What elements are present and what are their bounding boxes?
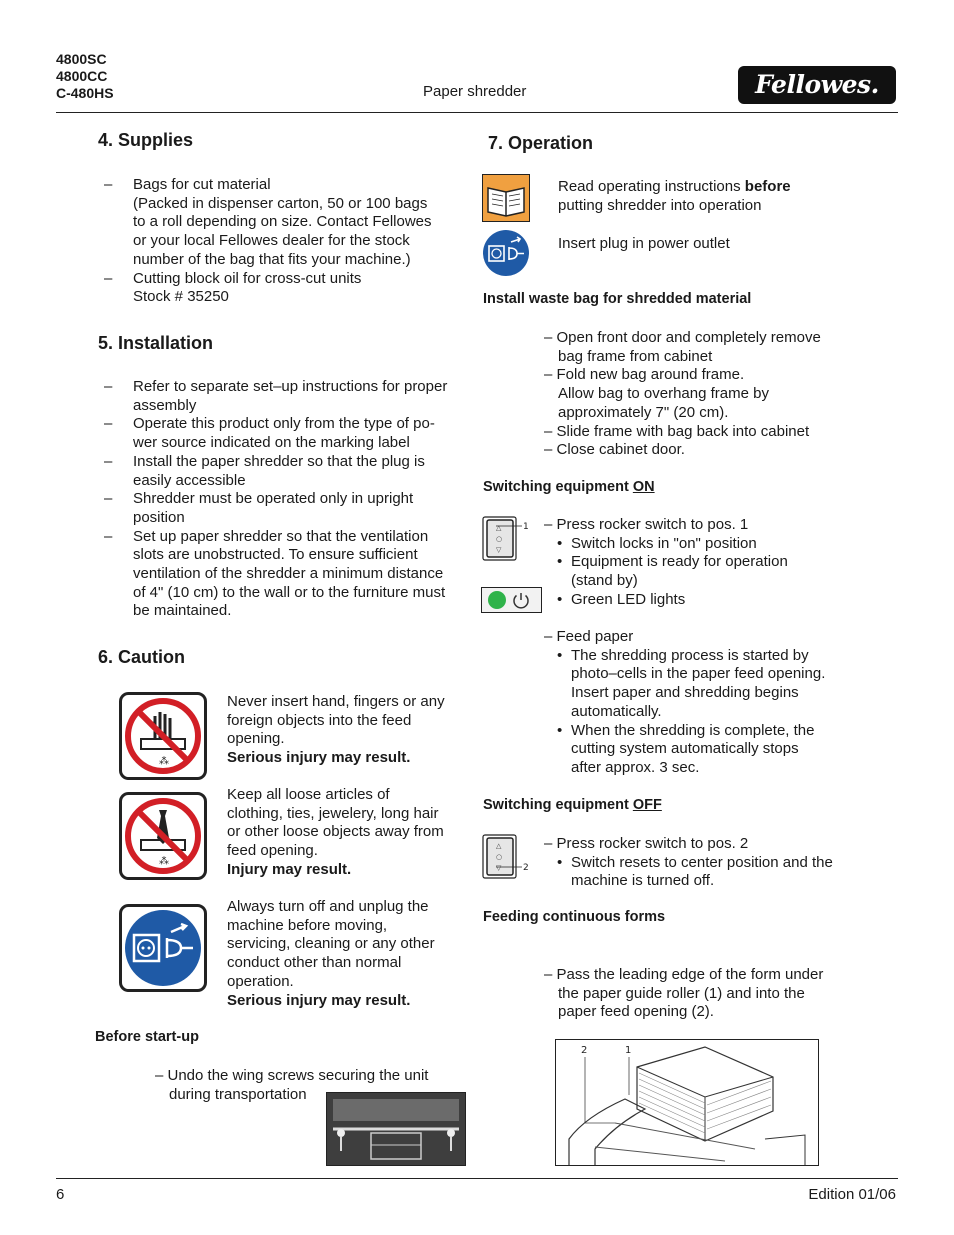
- text-line: – Feed paper: [544, 628, 634, 645]
- installation-list: [98, 378, 468, 621]
- text-line: or other loose objects away from: [227, 823, 444, 841]
- list-line: to a roll depending on size. Contact Fellowes: [133, 213, 432, 231]
- operation-heading: 7. Operation: [488, 133, 594, 153]
- text-line: machine before moving,: [227, 916, 388, 934]
- bullet-item: [544, 553, 884, 590]
- text-line: putting shredder into operation: [558, 196, 762, 214]
- dash: –: [104, 452, 113, 470]
- document-title: Paper shredder: [423, 83, 527, 100]
- svg-text:▽: ▽: [496, 864, 502, 872]
- text-line: Never insert hand, fingers or any: [227, 693, 445, 710]
- heading-text: Switching equipment: [483, 479, 633, 495]
- text-line: – Press rocker switch to pos. 1: [544, 516, 749, 533]
- switch-label-2: 2: [523, 863, 529, 873]
- list-line: ventilation of the shredder a minimum distance: [133, 565, 444, 583]
- read-instructions-text: [558, 178, 858, 215]
- text-line: paper feed opening (2).: [558, 1003, 714, 1021]
- list-line: Bags for cut material: [133, 176, 271, 193]
- switch-off-heading: [483, 797, 662, 813]
- text-line: Switch locks in "on" position: [571, 534, 757, 552]
- heading-underlined: ON: [632, 479, 655, 495]
- dash: –: [104, 490, 113, 508]
- caution-heading: 6. Caution: [98, 647, 186, 667]
- list-item: [98, 270, 468, 307]
- list-line: Refer to separate set–up instructions for proper: [133, 378, 448, 395]
- book-icon: [482, 174, 530, 222]
- bullet: •: [557, 553, 563, 571]
- wing-screws-photo: [326, 1092, 466, 1166]
- waste-bag-heading: Install waste bag for shredded material: [483, 291, 752, 307]
- list-item: [98, 528, 468, 622]
- warning-text-1: [227, 693, 467, 768]
- text-line: servicing, cleaning or any other: [227, 935, 435, 953]
- footer-rule: [56, 1178, 898, 1179]
- text-line: – Undo the wing screws securing the unit: [155, 1067, 429, 1084]
- text-line: bag frame from cabinet: [558, 347, 713, 365]
- list-line: wer source indicated on the marking label: [133, 434, 410, 452]
- page-number: 6: [56, 1186, 65, 1203]
- fellowes-logo: Fellowes.: [738, 66, 896, 104]
- text-line: during transportation: [169, 1085, 307, 1103]
- bullet: •: [557, 590, 563, 608]
- list-line: number of the bag that fits your machine.): [133, 250, 411, 268]
- heading-underlined: OFF: [632, 797, 662, 813]
- switch-off-steps: [544, 835, 884, 891]
- warning-text-3: [227, 898, 467, 1010]
- list-line: Install the paper shredder so that the plug is: [133, 452, 425, 470]
- dash: –: [104, 269, 113, 287]
- edition-label: Edition 01/06: [808, 1186, 896, 1203]
- text-line: automatically.: [571, 702, 662, 720]
- text-line: When the shredding is complete, the: [571, 721, 815, 739]
- text-line: Keep all loose articles of: [227, 786, 390, 803]
- supplies-list: [98, 176, 468, 307]
- warning-bold: Serious injury may result.: [227, 749, 411, 767]
- list-line: assembly: [133, 396, 197, 414]
- text-line: photo–cells in the paper feed opening.: [571, 665, 826, 683]
- header-rule: [56, 112, 898, 113]
- warning-bold: Injury may result.: [227, 860, 352, 878]
- bullet: •: [557, 646, 563, 664]
- svg-text:○: ○: [496, 853, 503, 861]
- bullet: •: [557, 534, 563, 552]
- text-line: The shredding process is started by: [571, 646, 809, 664]
- text-line: Always turn off and unplug the: [227, 898, 429, 915]
- list-line: Shredder must be operated only in upright: [133, 490, 414, 508]
- text-line: conduct other than normal: [227, 954, 402, 972]
- list-line: Cutting block oil for cross-cut units: [133, 269, 362, 287]
- continuous-forms-figure: [555, 1039, 819, 1166]
- text-line: – Fold new bag around frame.: [544, 366, 745, 384]
- svg-text:⁂: ⁂: [159, 856, 169, 867]
- list-line: Stock # 35250: [133, 288, 229, 306]
- text-line: approximately 7" (20 cm).: [558, 403, 729, 421]
- text-line: feed opening.: [227, 842, 318, 860]
- list-item: [98, 490, 468, 527]
- feed-paper-steps: [544, 628, 884, 778]
- svg-text:△: △: [496, 842, 502, 850]
- list-line: Operate this product only from the type of po-: [133, 415, 435, 433]
- continuous-forms-heading: Feeding continuous forms: [483, 909, 666, 925]
- text-line: (stand by): [571, 572, 638, 590]
- insert-plug-text: Insert plug in power outlet: [558, 235, 730, 252]
- text-line: Insert paper and shredding begins: [571, 684, 799, 702]
- waste-bag-steps: [544, 329, 864, 460]
- list-line: Set up paper shredder so that the ventilation: [133, 527, 429, 545]
- text-line: cutting system automatically stops: [571, 740, 799, 758]
- bullet-item: [544, 535, 884, 554]
- no-hand-icon: [119, 692, 207, 780]
- switch-label-1: 1: [523, 522, 529, 532]
- text-line: – Open front door and completely remove: [544, 329, 821, 346]
- bullet-item: [544, 854, 884, 891]
- list-item: [98, 453, 468, 490]
- text-line: operation.: [227, 972, 294, 990]
- rocker-switch-on-icon: [482, 516, 530, 562]
- text-line: Equipment is ready for operation: [571, 553, 788, 571]
- text-line: after approx. 3 sec.: [571, 758, 700, 776]
- unplug-icon: [119, 904, 207, 992]
- bullet: •: [557, 853, 563, 871]
- svg-text:○: ○: [496, 535, 503, 543]
- text-line: – Press rocker switch to pos. 2: [544, 835, 749, 852]
- switch-on-heading: [483, 479, 655, 495]
- text-line: Read operating instructions: [558, 178, 745, 195]
- before-startup-heading: Before start-up: [95, 1029, 199, 1045]
- figure-label-2: 2: [581, 1045, 588, 1056]
- figure-label-1: 1: [625, 1045, 632, 1056]
- bullet-item: [544, 591, 884, 610]
- rocker-switch-off-icon: [482, 834, 530, 880]
- model-4800sc: 4800SC: [56, 51, 107, 67]
- model-c480hs: C-480HS: [56, 85, 114, 101]
- heading-text: Switching equipment: [483, 797, 633, 813]
- svg-text:▽: ▽: [496, 546, 502, 554]
- model-4800cc: 4800CC: [56, 68, 108, 84]
- text-line: Green LED lights: [571, 590, 686, 608]
- model-list: [56, 51, 114, 102]
- list-item: [98, 378, 468, 415]
- dash: –: [104, 527, 113, 545]
- supplies-heading: 4. Supplies: [98, 130, 194, 150]
- warning-text-2: [227, 786, 467, 880]
- list-line: (Packed in dispenser carton, 50 or 100 bags: [133, 194, 428, 212]
- text-line: Switch resets to center position and the: [571, 853, 833, 871]
- dash: –: [104, 415, 113, 433]
- warning-bold: Serious injury may result.: [227, 991, 411, 1009]
- text-line: – Close cabinet door.: [544, 441, 685, 459]
- wing-screws-illustration: [327, 1093, 465, 1165]
- text-line: the paper guide roller (1) and into the: [558, 984, 805, 1002]
- bullet-item: [544, 647, 884, 722]
- svg-text:△: △: [496, 524, 502, 532]
- text-line: opening.: [227, 730, 285, 748]
- list-item: [98, 415, 468, 452]
- switch-on-steps: [544, 516, 884, 610]
- text-line: – Slide frame with bag back into cabinet: [544, 422, 810, 440]
- list-line: be maintained.: [133, 602, 232, 620]
- bullet-item: [544, 722, 884, 778]
- text-line: – Pass the leading edge of the form under: [544, 966, 824, 983]
- list-line: slots are unobstructed. To ensure sufficient: [133, 546, 418, 564]
- svg-text:⁂: ⁂: [159, 756, 169, 767]
- text-line: machine is turned off.: [571, 872, 715, 890]
- plug-icon: [482, 229, 530, 277]
- no-tie-icon: [119, 792, 207, 880]
- continuous-forms-steps: [544, 966, 864, 1022]
- list-line: position: [133, 508, 185, 526]
- list-line: or your local Fellowes dealer for the stock: [133, 232, 410, 250]
- dash: –: [104, 378, 113, 395]
- list-line: of 4" (10 cm) to the wall or to the furniture must: [133, 583, 446, 601]
- dash: –: [104, 176, 113, 193]
- text-line: Allow bag to overhang frame by: [558, 385, 769, 403]
- list-line: easily accessible: [133, 471, 246, 489]
- led-power-icon: [481, 587, 542, 613]
- installation-heading: 5. Installation: [98, 333, 214, 353]
- bullet: •: [557, 721, 563, 739]
- text-line: clothing, ties, jewelery, long hair: [227, 804, 439, 822]
- text-line: foreign objects into the feed: [227, 711, 412, 729]
- emphasis: before: [744, 178, 791, 195]
- list-item: [98, 176, 468, 270]
